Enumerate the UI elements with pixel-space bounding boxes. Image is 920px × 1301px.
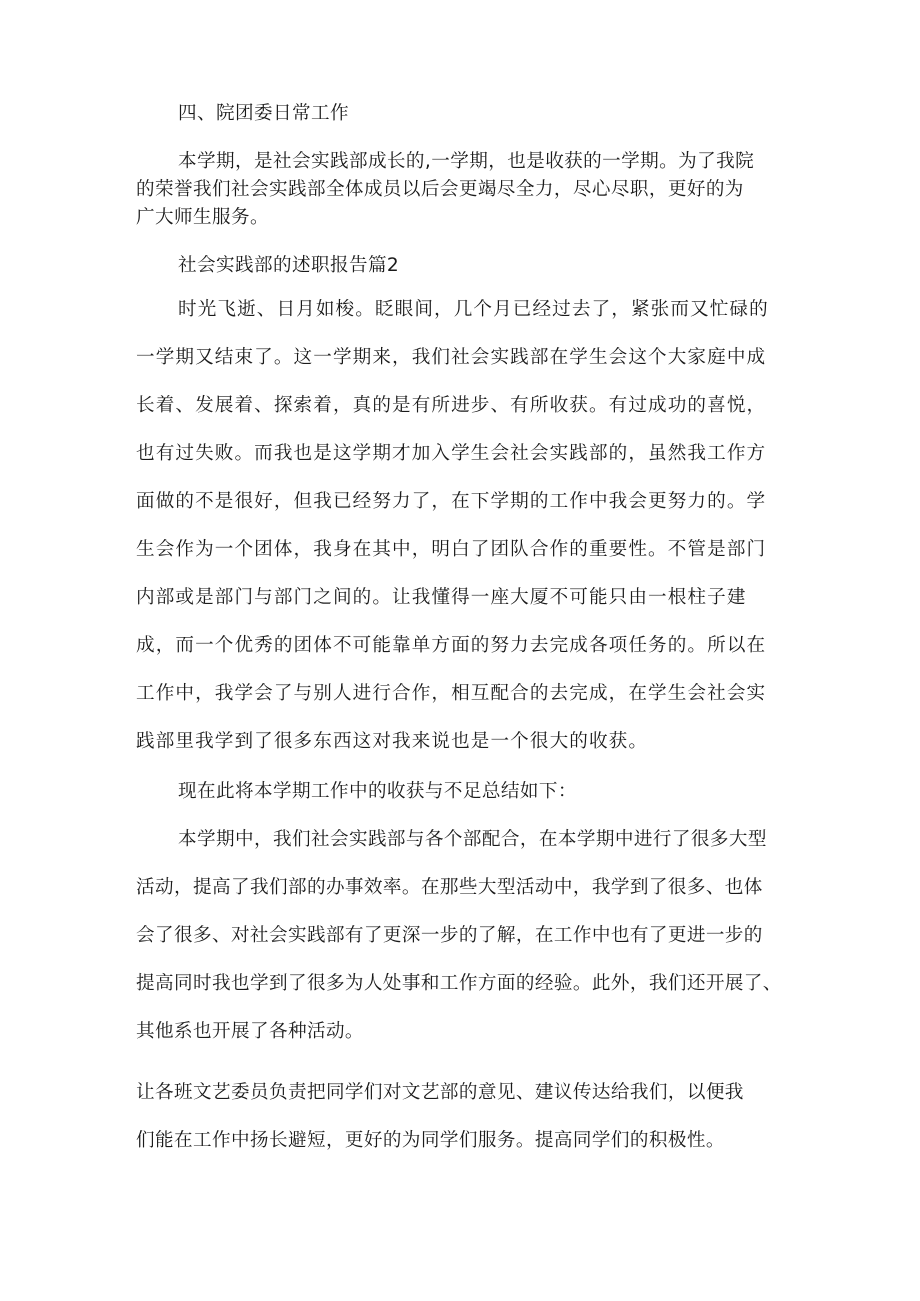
paragraph-line: 一学期又结束了。这一学期来，我们社会实践部在学生会这个大家庭中成 xyxy=(136,347,767,368)
paragraph-line: 生会作为一个团体，我身在其中，明白了团队合作的重要性。不管是部门 xyxy=(136,539,767,560)
paragraph-line: 工作中，我学会了与别人进行合作，相互配合的去完成，在学生会社会实 xyxy=(136,683,767,704)
paragraph-line: 现在此将本学期工作中的收获与不足总结如下： xyxy=(178,781,577,802)
paragraph-line: 广大师生服务。 xyxy=(136,207,269,228)
paragraph-line: 本学期中，我们社会实践部与各个部配合，在本学期中进行了很多大型 xyxy=(178,829,767,850)
paragraph-line: 面做的不是很好，但我已经努力了，在下学期的工作中我会更努力的。学 xyxy=(136,491,767,512)
paragraph-line: 践部里我学到了很多东西这对我来说也是一个很大的收获。 xyxy=(136,731,649,752)
paragraph-line: 让各班文艺委员负责把同学们对文艺部的意见、建议传达给我们，以便我 xyxy=(136,1082,744,1103)
paragraph-line: 其他系也开展了各种活动。 xyxy=(136,1021,364,1042)
article-title: 社会实践部的述职报告篇2 xyxy=(178,255,400,276)
paragraph-line: 提高同时我也学到了很多为人处事和工作方面的经验。此外，我们还开展了、 xyxy=(136,973,782,994)
paragraph-line: 成，而一个优秀的团体不可能靠单方面的努力去完成各项任务的。所以在 xyxy=(136,635,767,656)
paragraph-line: 的荣誉我们社会实践部全体成员以后会更竭尽全力，尽心尽职，更好的为 xyxy=(136,179,744,200)
paragraph-line: 活动，提高了我们部的办事效率。在那些大型活动中，我学到了很多、也体 xyxy=(136,877,763,898)
paragraph-line: 时光飞逝、日月如梭。眨眼间，几个月已经过去了，紧张而又忙碌的 xyxy=(178,299,769,320)
paragraph-line: 长着、发展着、探索着，真的是有所进步、有所收获。有过成功的喜悦， xyxy=(136,395,767,416)
section-heading: 四、院团委日常工作 xyxy=(178,103,349,124)
paragraph-line: 会了很多、对社会实践部有了更深一步的了解，在工作中也有了更进一步的 xyxy=(136,925,763,946)
paragraph-line: 本学期，是社会实践部成长的,一学期，也是收获的一学期。为了我院 xyxy=(178,151,755,172)
paragraph-line: 内部或是部门与部门之间的。让我懂得一座大厦不可能只由一根柱子建 xyxy=(136,587,747,608)
paragraph-line: 们能在工作中扬长避短，更好的为同学们服务。提高同学们的积极性。 xyxy=(136,1130,725,1151)
paragraph-line: 也有过失败。而我也是这学期才加入学生会社会实践部的，虽然我工作方 xyxy=(136,443,767,464)
